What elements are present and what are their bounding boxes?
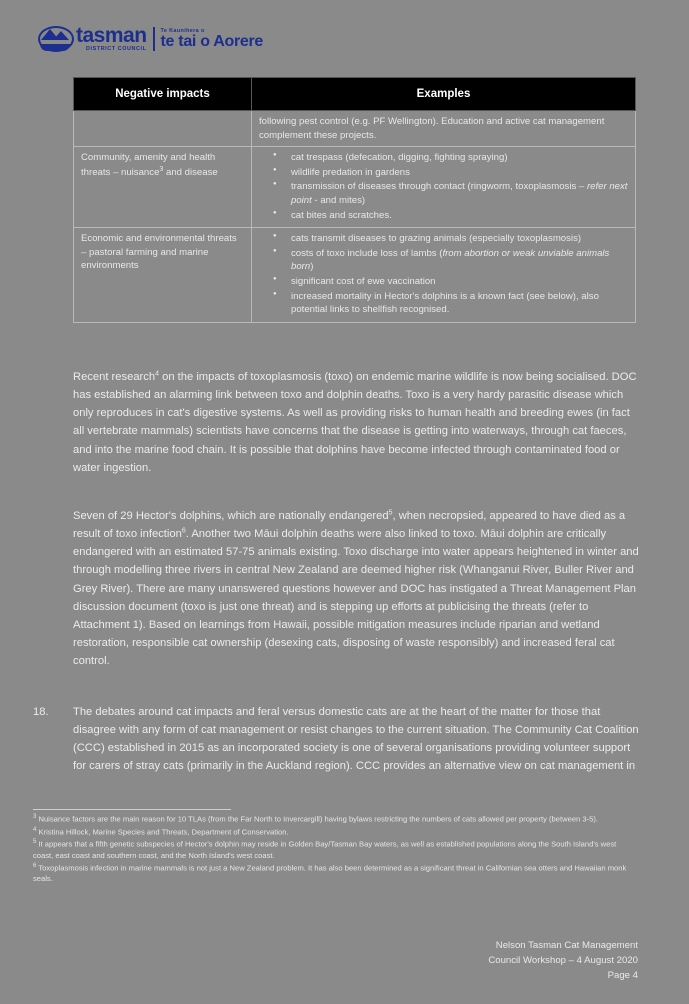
footnote-number: 4: [33, 826, 37, 833]
table-cell-examples-economic: [252, 228, 636, 323]
list-item: ● cat trespass (defecation, digging, fighting spraying): [273, 151, 628, 165]
footnote-marker-6: 6: [181, 527, 186, 535]
logo-primary-word: tasman: [76, 24, 147, 48]
table-header-row: [74, 78, 636, 111]
footnote-marker-3: 3: [159, 165, 164, 173]
footnote-text: Kristina Hillock, Marine Species and Threats, Department of Conservation.: [38, 827, 289, 837]
italic-fragment: refer next point: [291, 181, 628, 207]
table-cell-impact-community: [74, 147, 252, 228]
impact-line-2: health threats – nuisance: [81, 152, 216, 179]
table-row-continued: [74, 111, 636, 147]
paragraph1-rest: on the impacts of toxoplasmosis (toxo) on endemic marine wildlife is now being socialised. DOC has established an alarming link between toxo and dolphin deaths. Toxo is a very hardy parasitic disease which only reproduces in cat's digestive systems. As well as providing risks to human health and breeding ewes (in fact all vertebrate mammals) scientists have concerns that the disease is getting into waterways, through cat faeces, and into the marine food chain. It is possible that dolphins have become infected through contaminated food or water ingestion.: [73, 371, 637, 474]
list-item: ● cats transmit diseases to grazing animals (especially toxoplasmosis): [273, 232, 628, 246]
table-cell-example-continued: following pest control (e.g. PF Wellington). Education and active cat management complement these projects.: [252, 111, 636, 147]
paragraph2-part-b: , when necropsied, appeared to have died as a result of toxo infection: [73, 510, 626, 541]
table-row: [74, 147, 636, 228]
footnote-3: [33, 813, 633, 825]
footnote-marker-5: 5: [388, 509, 393, 517]
table-cell-impact-economic: [74, 228, 252, 323]
list-item: ● transmission of diseases through contact (ringworm, toxoplasmosis – refer next point - and mites): [273, 180, 628, 207]
numbered-item-18: [33, 703, 639, 776]
footnote-text: Toxoplasmosis infection in marine mammals is not just a New Zealand problem. It has also been determined as a significant threat in Californian sea otters and Hawaiian monk seals.: [33, 863, 627, 884]
table-cell-examples-community: [252, 147, 636, 228]
logo-primary-sub: DISTRICT COUNCIL: [86, 45, 147, 52]
impact-line-3: and disease: [165, 167, 218, 179]
table-cell-impact-continued: [74, 111, 252, 147]
paragraph1-lead: Recent research: [73, 371, 156, 383]
impact-line-2: environmental threats –: [81, 233, 237, 258]
footnote-text: Nuisance factors are the main reason for 10 TLAs (from the Far North to Invercargill) having bylaws restricting the numbers of cats allowed per property (between 3-5).: [38, 814, 598, 824]
page-footer: [488, 938, 638, 983]
footnote-number: 3: [33, 814, 37, 820]
footer-line-1: Nelson Tasman Cat Management: [495, 940, 638, 951]
logo-divider: [153, 27, 155, 51]
footer-page-number: Page 4: [607, 970, 638, 982]
footnote-number: 6: [33, 862, 37, 869]
impact-line-1: Community, amenity and: [81, 152, 187, 164]
impact-line-3: pastoral farming and: [89, 246, 177, 258]
footer-line-2: Council Workshop – 4 August 2020: [488, 955, 638, 967]
footnote-separator: [33, 809, 231, 810]
paragraph2-part-a: Seven of 29 Hector's dolphins, which are nationally endangered: [73, 510, 389, 522]
footnote-4: [33, 826, 633, 838]
italic-fragment: from abortion or weak unviable animals born: [291, 247, 610, 273]
table-header-examples: Examples: [252, 78, 636, 111]
list-item: ● significant cost of ewe vaccination: [273, 275, 628, 289]
item-number: 18.: [33, 706, 49, 718]
logo-maori-top: Te Kaunihera o: [160, 27, 205, 34]
list-item: ● costs of toxo include loss of lambs (from abortion or weak unviable animals born): [273, 247, 628, 274]
impact-line-4: marine environments: [81, 246, 209, 272]
item-text: The debates around cat impacts and feral versus domestic cats are at the heart of the matter for those that disagree with any form of cat management or resist changes to the current situation. The Community Cat Coalition (CCC) established in 2015 as an incorporated society is one of several organisations providing volunteer support for carers of stray cats (primarily in the Auckland region). CCC provides an alternative view on cat management in: [73, 706, 639, 773]
list-item: ● wildlife predation in gardens: [273, 166, 628, 180]
logo-maori-main: te tai o Aorere: [160, 32, 264, 50]
paragraph-hector-dolphins: [73, 507, 639, 670]
list-item: ● cat bites and scratches.: [273, 209, 628, 223]
footnotes-block: [33, 813, 633, 885]
footnote-number: 5: [33, 839, 37, 846]
paragraph2-part-c: . Another two Māui dolphin deaths were also linked to toxo. Māui dolphin are critically endangered with an estimated 57-75 animals existing. Toxo discharge into water appears heightened in winter and through modelling three rivers in central New Zealand are deemed higher risk (Whanganui River, Buller River and Grey River). There are many unanswered questions however and DOC has instigated a Threat Management Plan discussion document (toxo is just one threat) and is stepping up efforts at publicising the threats (refer to Attachment 1). Based on learnings from Hawaii, possible mitigation measures include riparian and wetland restoration, responsible cat ownership (desexing cats, disposing of waste responsibly) and increased feral cat control.: [73, 528, 639, 668]
list-item: ● increased mortality in Hector's dolphins is a known fact (see below), also potential links to shellfish recognised.: [273, 290, 628, 317]
footnote-text: It appears that a fifth genetic subspecies of Hector's dolphin may reside in Golden Bay/Tasman Bay waters, as well as established populations along the South Island's west coast, east coast and southern coast, and the North Island's west coast.: [33, 839, 617, 860]
negative-impacts-table: [73, 77, 636, 323]
tasman-district-council-logo: [38, 19, 263, 59]
table-row: [74, 228, 636, 323]
footnote-5: [33, 838, 633, 861]
mountain-water-icon: [38, 24, 74, 54]
table-header-negative-impacts: Negative impacts: [74, 78, 252, 111]
paragraph-toxo-research: [73, 368, 639, 477]
footnote-6: [33, 862, 633, 885]
footnote-marker-4: 4: [155, 370, 159, 378]
impact-line-1: Economic and: [81, 233, 142, 245]
